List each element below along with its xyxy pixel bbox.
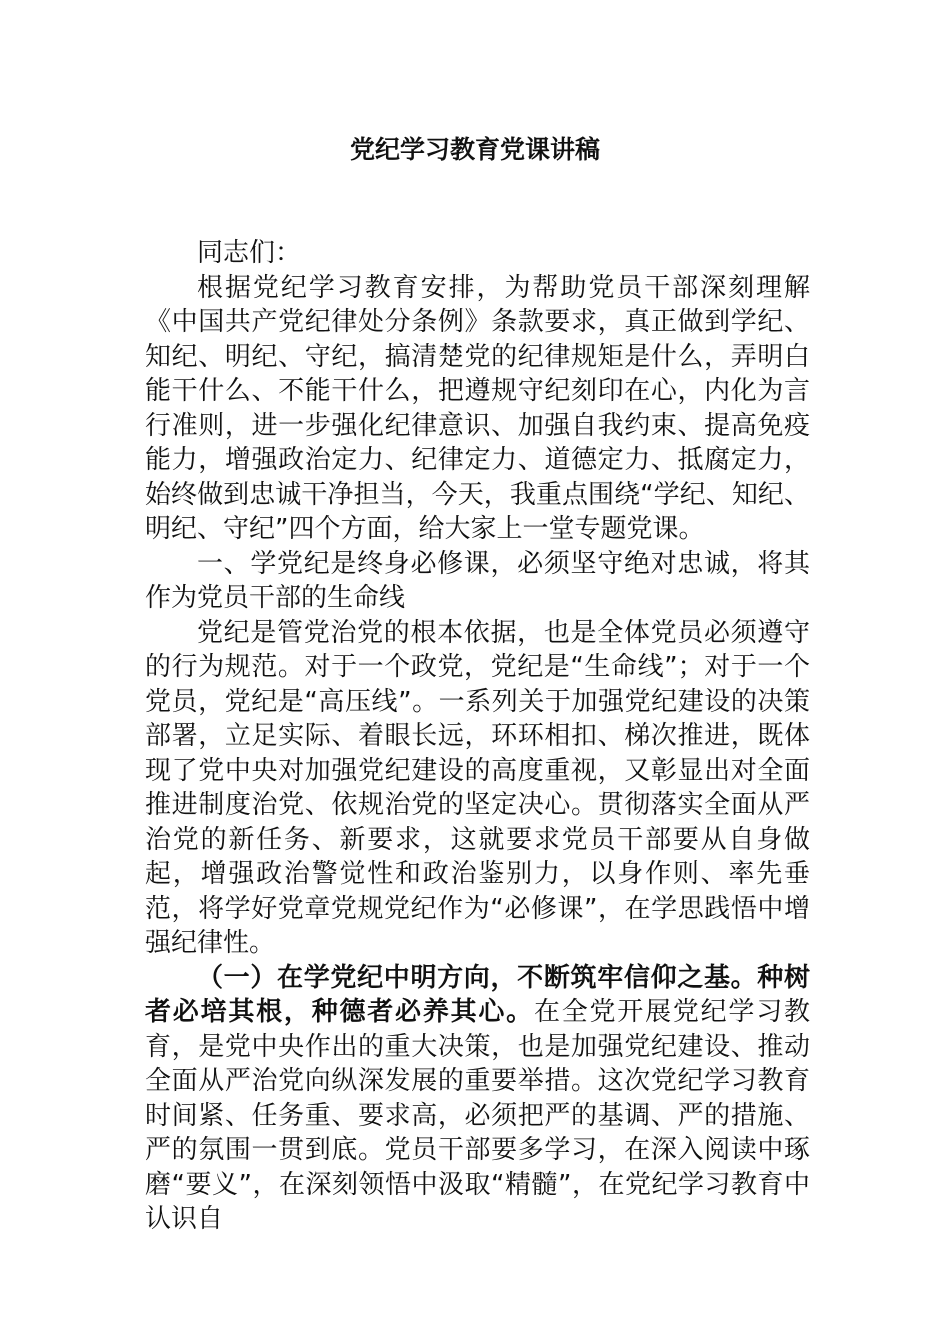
paragraph-subsection-1: [145, 961, 810, 1237]
paragraph-discipline: 党纪是管党治党的根本依据，也是全体党员必须遵守的行为规范。对于一个政党，党纪是“生命线”；对于一个党员，党纪是“高压线”。一系列关于加强党纪建设的决策部署，立足实际、着眼长远，环环相扣、梯次推进，既体现了党中央对加强党纪建设的高度重视，又彰显出对全面推进制度治党、依规治党的坚定决心。贯彻落实全面从严治党的新任务、新要求，这就要求党员干部要从自身做起，增强政治警觉性和政治鉴别力，以身作则、率先垂范，将学好党章党规党纪作为“必修课”，在学思践悟中增强纪律性。: [145, 617, 810, 958]
document-body: [145, 236, 810, 1237]
subsection-lead-bold: （一）在学党纪中明方向，不断筑牢信仰之基。种树者必培其根，种德者必养其心。: [145, 962, 810, 1027]
salutation: 同志们：: [197, 238, 302, 268]
paragraph-intro: 根据党纪学习教育安排，为帮助党员干部深刻理解《中国共产党纪律处分条例》条款要求，真正做到学纪、知纪、明纪、守纪，搞清楚党的纪律规矩是什么，弄明白能干什么、不能干什么，把遵规守纪刻印在心，内化为言行准则，进一步强化纪律意识、加强自我约束、提高免疫能力，增强政治定力、纪律定力、道德定力、抵腐定力，始终做到忠诚干净担当，今天，我重点围绕“学纪、知纪、明纪、守纪”四个方面，给大家上一堂专题党课。: [145, 272, 810, 544]
section-heading-1: 一、学党纪是终身必修课，必须坚守绝对忠诚，将其作为党员干部的生命线: [145, 548, 810, 613]
subsection-text: 在全党开展党纪学习教育，是党中央作出的重大决策，也是加强党纪建设、推动全面从严治党向纵深发展的重要举措。这次党纪学习教育时间紧、任务重、要求高，必须把严的基调、严的措施、严的氛围一贯到底。党员干部要多学习，在深入阅读中琢磨“要义”，在深刻领悟中汲取“精髓”，在党纪学习教育中认识自: [145, 997, 810, 1234]
document-title: 党纪学习教育党课讲稿: [349, 135, 600, 164]
